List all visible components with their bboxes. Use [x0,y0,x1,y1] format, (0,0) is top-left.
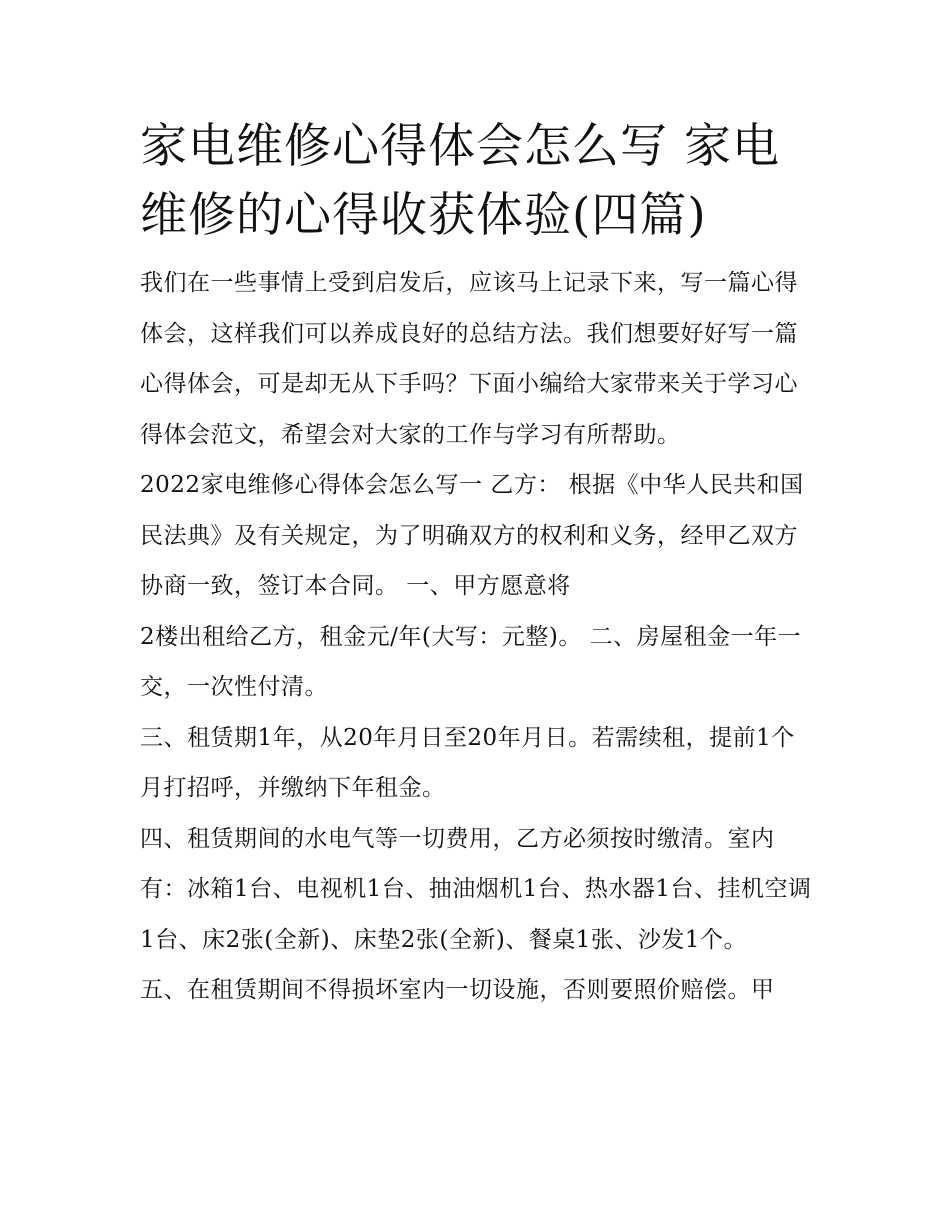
paragraph-damage-clause: 五、在租赁期间不得损坏室内一切设施，否则要照价赔偿。甲 [140,977,775,1003]
paragraph-lease-period: 三、租赁期1年，从20年月日至20年月日。若需续租，提前1个月打招呼，并缴纳下年租金。 [140,724,795,801]
document-title: 家电维修心得体会怎么写 家电维修的心得收获体验(四篇) [140,119,780,243]
paragraph-contract-opening: 2022家电维修心得体会怎么写一 乙方： 根据《中华人民共和国民法典》及有关规定，为了明确双方的权利和义务，经甲乙双方协商一致，签订本合同。 一、甲方愿意将 [140,472,804,599]
paragraph-rent-terms: 2楼出租给乙方，租金元/年(大写：元整)。 二、房屋租金一年一交，一次性付清。 [140,623,802,700]
paragraph-intro: 我们在一些事情上受到启发后，应该马上记录下来，写一篇心得体会，这样我们可以养成良好的总结方法。我们想要好好写一篇心得体会，可是却无从下手吗？下面小编给大家带来关于学习心得体会范文，希望会对大家的工作与学习有所帮助。 [140,270,798,448]
document-body [140,112,812,1016]
paragraph-utilities-furnishings: 四、租赁期间的水电气等一切费用，乙方必须按时缴清。室内有：冰箱1台、电视机1台、抽油烟机1台、热水器1台、挂机空调1台、床2张(全新)、床垫2张(全新)、餐桌1张、沙发1个。 [140,825,812,953]
